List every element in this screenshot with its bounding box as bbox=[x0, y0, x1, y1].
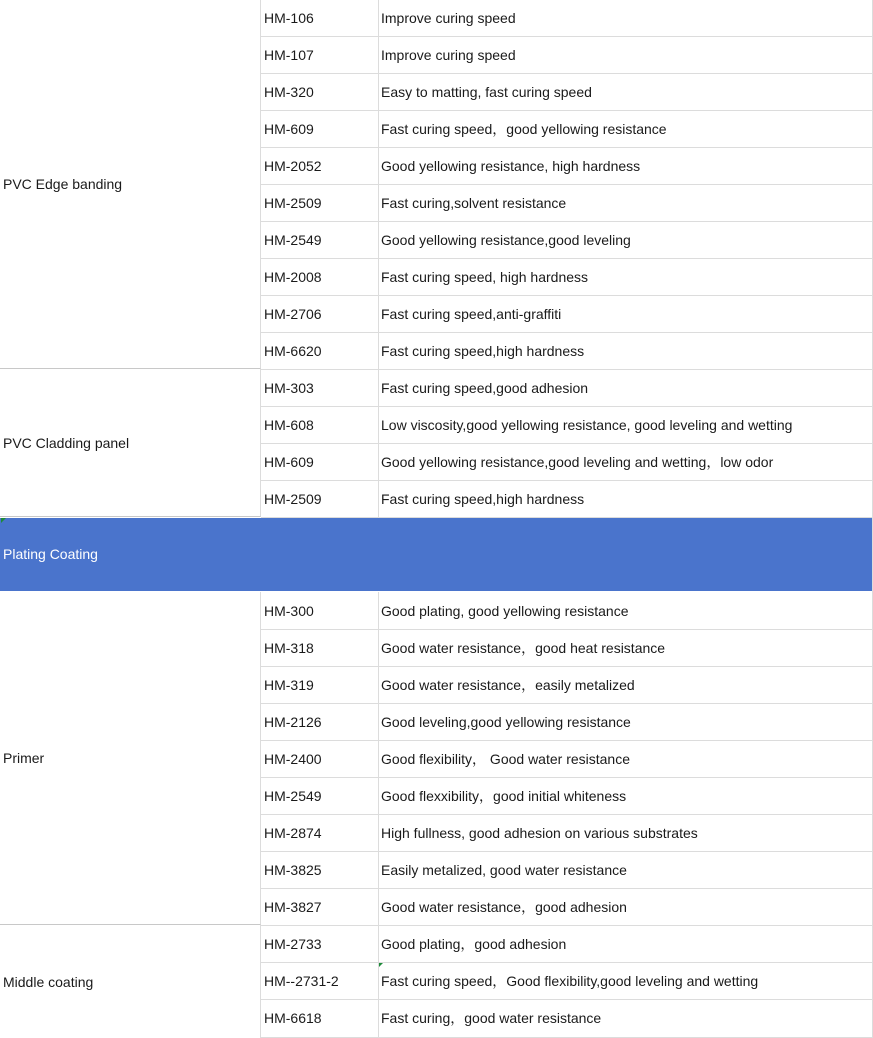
product-code-cell[interactable]: HM-2733 bbox=[264, 936, 322, 952]
description-cell[interactable]: Fast curing speed,high hardness bbox=[381, 343, 585, 359]
section-header-plating-coating[interactable] bbox=[0, 518, 873, 591]
table-row[interactable] bbox=[261, 74, 873, 111]
product-code-cell[interactable]: HM-3827 bbox=[264, 899, 322, 915]
table-row[interactable] bbox=[261, 815, 873, 852]
description-cell[interactable]: Good leveling,good yellowing resistance bbox=[381, 714, 631, 730]
product-code-cell[interactable]: HM-609 bbox=[264, 454, 314, 470]
table-row[interactable] bbox=[261, 333, 873, 370]
product-code-cell[interactable]: HM-2549 bbox=[264, 788, 322, 804]
description-cell[interactable]: Good plating, good yellowing resistance bbox=[381, 603, 629, 619]
description-cell[interactable]: High fullness, good adhesion on various substrates bbox=[381, 825, 698, 841]
description-cell[interactable]: Fast curing speed，good yellowing resistance bbox=[381, 121, 667, 137]
product-code-cell[interactable]: HM-3825 bbox=[264, 862, 322, 878]
product-code-cell[interactable]: HM-2509 bbox=[264, 195, 322, 211]
table-row[interactable] bbox=[261, 370, 873, 407]
product-code-cell[interactable]: HM-6618 bbox=[264, 1010, 322, 1026]
product-code-cell[interactable]: HM-300 bbox=[264, 603, 314, 619]
product-code-cell[interactable]: HM-2706 bbox=[264, 306, 322, 322]
product-code-cell[interactable]: HM-2126 bbox=[264, 714, 322, 730]
description-cell[interactable]: Good yellowing resistance,good leveling bbox=[381, 232, 631, 248]
product-code-cell[interactable]: HM-320 bbox=[264, 84, 314, 100]
comment-marker-icon bbox=[1, 518, 6, 523]
table-row[interactable] bbox=[261, 889, 873, 926]
category-label: Primer bbox=[3, 750, 45, 766]
description-cell[interactable]: Good flexibility， Good water resistance bbox=[381, 751, 630, 767]
table-row[interactable] bbox=[261, 778, 873, 815]
description-cell[interactable]: Fast curing speed,good adhesion bbox=[381, 380, 589, 396]
description-cell[interactable]: Fast curing speed, high hardness bbox=[381, 269, 589, 285]
description-cell[interactable]: Fast curing speed，Good flexibility,good leveling and wetting bbox=[381, 973, 759, 989]
product-code-cell[interactable]: HM--2731-2 bbox=[264, 973, 339, 989]
product-code-cell[interactable]: HM-2874 bbox=[264, 825, 322, 841]
table-row[interactable] bbox=[261, 667, 873, 704]
column-divider bbox=[378, 592, 379, 1038]
category-label: PVC Cladding panel bbox=[3, 434, 130, 451]
product-code-cell[interactable]: HM-106 bbox=[264, 10, 314, 26]
product-code-cell[interactable]: HM-2549 bbox=[264, 232, 322, 248]
product-code-cell[interactable]: HM-608 bbox=[264, 417, 314, 433]
category-cell-pvc-edge-banding[interactable] bbox=[0, 0, 261, 369]
product-code-cell[interactable]: HM-2400 bbox=[264, 751, 322, 767]
product-code-cell[interactable]: HM-2052 bbox=[264, 158, 322, 174]
description-cell[interactable]: Fast curing，good water resistance bbox=[381, 1010, 602, 1026]
table-row[interactable] bbox=[261, 1000, 873, 1038]
table-row[interactable] bbox=[261, 148, 873, 185]
category-cell-pvc-cladding-panel[interactable] bbox=[0, 369, 261, 517]
category-cell-primer[interactable] bbox=[0, 592, 261, 925]
description-cell[interactable]: Low viscosity,good yellowing resistance, good leveling and wetting bbox=[381, 417, 793, 433]
table-row[interactable] bbox=[261, 852, 873, 889]
category-label: Middle coating bbox=[3, 973, 94, 990]
description-cell[interactable]: Fast curing speed,high hardness bbox=[381, 491, 585, 507]
description-cell[interactable]: Easily metalized, good water resistance bbox=[381, 862, 627, 878]
table-row[interactable] bbox=[261, 407, 873, 444]
category-label: PVC Edge banding bbox=[3, 176, 123, 192]
table-row[interactable] bbox=[261, 111, 873, 148]
table-row[interactable] bbox=[261, 741, 873, 778]
product-code-cell[interactable]: HM-609 bbox=[264, 121, 314, 137]
description-cell[interactable]: Good yellowing resistance, high hardness bbox=[381, 158, 641, 174]
description-cell[interactable]: Good water resistance，good heat resistance bbox=[381, 640, 666, 656]
table-row[interactable] bbox=[261, 963, 873, 1000]
table-row[interactable] bbox=[261, 296, 873, 333]
description-cell[interactable]: Good water resistance，easily metalized bbox=[381, 677, 635, 693]
description-cell[interactable]: Improve curing speed bbox=[381, 47, 516, 63]
description-cell[interactable]: Good water resistance，good adhesion bbox=[381, 899, 627, 915]
table-row[interactable] bbox=[261, 926, 873, 963]
table-row[interactable] bbox=[261, 37, 873, 74]
category-cell-middle-coating[interactable] bbox=[0, 925, 261, 1038]
product-code-cell[interactable]: HM-318 bbox=[264, 640, 314, 656]
table-row[interactable] bbox=[261, 630, 873, 667]
product-code-cell[interactable]: HM-319 bbox=[264, 677, 314, 693]
section-label: Plating Coating bbox=[3, 546, 98, 562]
description-cell[interactable]: Good yellowing resistance,good leveling and wetting，low odor bbox=[381, 454, 774, 470]
description-cell[interactable]: Fast curing speed,anti-graffiti bbox=[381, 306, 562, 322]
table-row[interactable] bbox=[261, 222, 873, 259]
description-cell[interactable]: Easy to matting, fast curing speed bbox=[381, 84, 592, 100]
table-row[interactable] bbox=[261, 259, 873, 296]
table-row[interactable] bbox=[261, 185, 873, 222]
description-cell[interactable]: Fast curing,solvent resistance bbox=[381, 195, 567, 211]
table-row[interactable] bbox=[261, 0, 873, 37]
product-code-cell[interactable]: HM-6620 bbox=[264, 343, 322, 359]
column-divider bbox=[378, 0, 379, 518]
product-code-cell[interactable]: HM-303 bbox=[264, 380, 314, 396]
table-row[interactable] bbox=[261, 444, 873, 481]
table-row[interactable] bbox=[261, 593, 873, 630]
description-cell[interactable]: Improve curing speed bbox=[381, 10, 516, 26]
table-row[interactable] bbox=[261, 481, 873, 518]
description-cell[interactable]: Good flexxibility，good initial whiteness bbox=[381, 788, 627, 804]
product-code-cell[interactable]: HM-107 bbox=[264, 47, 314, 63]
product-code-cell[interactable]: HM-2509 bbox=[264, 491, 322, 507]
description-cell[interactable]: Good plating，good adhesion bbox=[381, 936, 567, 952]
table-row[interactable] bbox=[261, 704, 873, 741]
product-code-cell[interactable]: HM-2008 bbox=[264, 269, 322, 285]
